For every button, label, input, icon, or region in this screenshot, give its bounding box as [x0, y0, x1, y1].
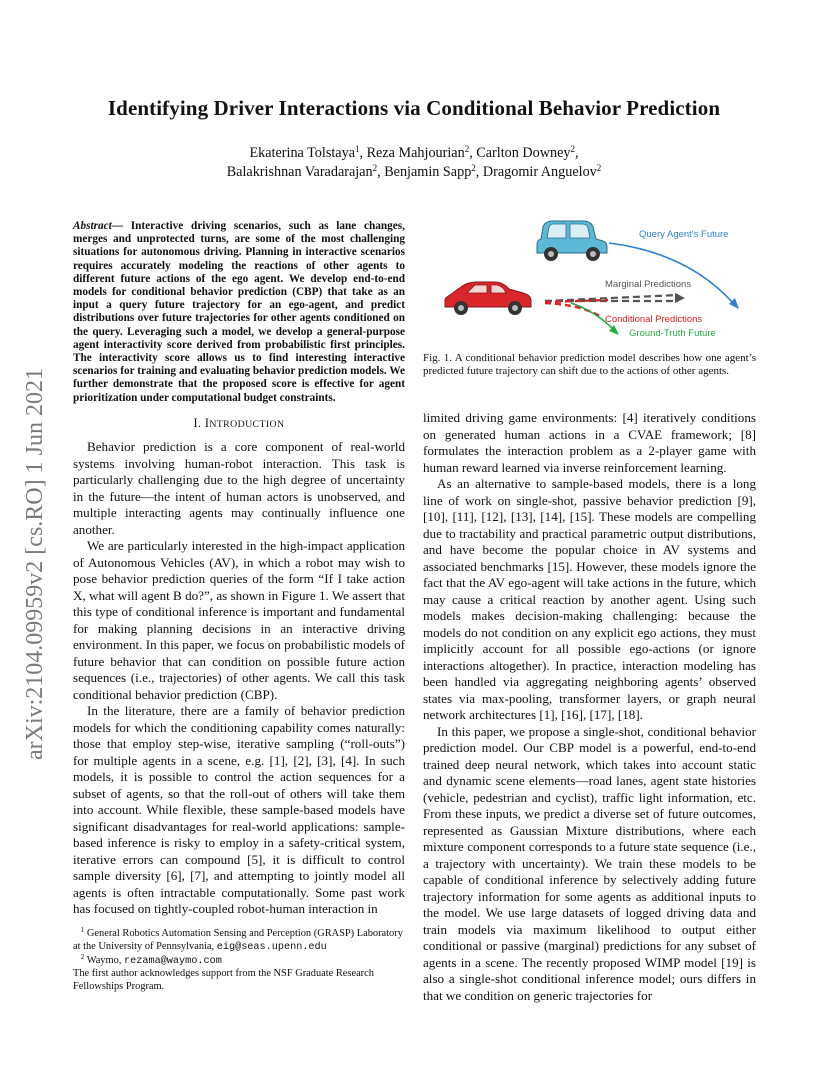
author-list: [0, 144, 828, 182]
footnote-email[interactable]: rezama@waymo.com: [124, 955, 222, 967]
affiliation-mark: 2: [570, 144, 575, 154]
affiliation-mark: 2: [372, 163, 378, 173]
affiliation-mark: 2: [464, 144, 470, 154]
footnotes: [73, 928, 409, 994]
footnote-2: [73, 952, 409, 969]
body-paragraph: In this paper, we propose a single-shot, conditional behavior prediction model. Our CBP model is a powerful, end-to-end trained deep neural network, which takes into account static and dynamic scene elements—road lanes, agent state histories (vehicle, pedestrian and cyclist), traffic light information, etc. From these inputs, we predict a diverse set of future outcomes, represented as Gaussian Mixture distributions, where each mixture component corresponds to a future state sequence (i.e., a trajectory with uncertainty). We train these models to be capable of conditional inference by selectively adding future trajectory information for some agents as additional inputs to the model. We use large datasets of logged driving data and train models via maximum likelihood to output either conditional or passive (marginal) predictions for any subset of agents in a scene. The recently proposed WIMP model [19] is also a single-shot conditional inference model; ours differs in that we condition on generic trajectories for: [423, 723, 756, 1003]
author-name: Benjamin Sapp: [384, 164, 472, 180]
left-column: [73, 220, 405, 918]
author-name: Balakrishnan Varadarajan: [226, 164, 373, 180]
acknowledgement: The first author acknowledges support from the NSF Graduate Research Fellowships Program.: [73, 968, 374, 993]
conditional-prediction-path: [545, 303, 601, 317]
author-name: Dragomir Anguelov: [482, 164, 597, 180]
footnote-mark: 1: [80, 926, 85, 934]
author-name: Ekaterina Tolstaya: [249, 145, 355, 161]
query-future-path: [609, 243, 733, 303]
conditional-prediction-label: Conditional Predictions: [605, 314, 703, 325]
arxiv-identifier-text: arXiv:2104.09959v2 [cs.RO] 1 Jun 2021: [22, 368, 48, 760]
section-title-rest: NTRODUCTION: [209, 418, 285, 430]
affiliation-mark: 2: [471, 163, 476, 173]
footnote-email[interactable]: eig@seas.upenn.edu: [216, 941, 327, 953]
affiliation-mark: 1: [355, 144, 360, 154]
abstract-text: — Interactive driving scenarios, such as lane changes, merges and unprotected turns, are some of the most challenging situations for autonomous driving. Planning in interactive scenarios requires accurately modeling the reactions of other agents to different future actions of the ego agent. We develop end-to-end models for conditional behavior prediction (CBP) that take as an input a query future trajectory for an ego-agent, and predict distributions over future trajectories for other agents conditioned on the query. Leveraging such a model, we develop a general-purpose agent interactivity score derived from probabilistic first principles. The interactivity score allows us to find interesting interactive scenarios for training and evaluating behavior prediction models. We further demonstrate that the proposed score is effective for agent prioritization under computational budget constraints.: [73, 220, 405, 404]
body-paragraph: In the literature, there are a family of behavior prediction models for which the conditioning capability comes naturally: those that employ step-wise, iterative sampling (“roll-outs”) for multiple agents in a scene, e.g. [1], [2], [3], [4]. In such models, it is possible to control the action sequences for a subset of agents, so that the roll-out of others will take them into account. While flexible, these sample-based models have significant disadvantages for real-world applications: sample-based inference is risky to employ in a safety-critical system, iterative errors can compound [5], it is difficult to control sample diversity [6], [7], and attempting to jointly model all agents is often intractable computationally. Some past work has focused on tightly-coupled robot-human interaction in: [73, 703, 405, 917]
figure-1-caption: Fig. 1. A conditional behavior prediction model describes how one agent’s predicted future trajectory can shift due to the actions of other agents.: [423, 352, 756, 378]
body-paragraph: limited driving game environments: [4] iteratively conditions on generated human actions in a CVAE framework; [8] formulates the interaction problem as a 2-player game with human reward learned via inverse reinforcement learning.: [423, 410, 756, 475]
paper-title: Identifying Driver Interactions via Conditional Behavior Prediction: [107, 96, 721, 120]
section-title-initial: I: [204, 415, 210, 430]
footnote-1: [73, 928, 409, 955]
conditional-prediction-path: [545, 300, 608, 302]
footnote-mark: 2: [80, 952, 85, 961]
body-paragraph: As an alternative to sample-based models, there is a long line of work on single-shot, passive behavior prediction [9], [10], [11], [12], [13], [14], [15]. These models are compelling due to tractability and practical parametric output distributions, and have become the popular choice in AV systems and associated benchmarks [15]. However, these models ignore the fact that the AV ego-agent will take actions in the future, which may cause a critical reaction by another agent. Using such models makes decision-making challenging: because the models do not condition on any explicit ego actions, they must implicitly account for all possible ego-actions (or ignore interactions altogether). In practice, interaction modeling has been handled via aggregating neighboring agents’ observed states via max-pooling, transformer layers, or graph neural network architectures [1], [16], [17], [18].: [423, 476, 756, 722]
ego-car-icon: [445, 282, 531, 315]
body-paragraph: We are particularly interested in the high-impact application of Autonomous Vehicles (AV), in which a robot may wish to pose behavior prediction queries of the form “If I take action X, what will agent B do?”, as shown in Figure 1. We assert that this type of conditional inference is important and fundamental for making planning decisions in an interactive driving environment. In this paper, we focus on probabilistic models of future behavior that can condition on possible future action sequences (i.e., trajectories) of other agents. We call this task conditional behavior prediction (CBP).: [73, 538, 405, 702]
right-column: [423, 410, 756, 1004]
footnote-text: Waymo,: [86, 954, 122, 966]
affiliation-mark: 2: [596, 163, 602, 173]
query-future-label: Query Agent's Future: [639, 229, 729, 240]
abstract: [73, 220, 405, 405]
marginal-prediction-label: Marginal Predictions: [605, 279, 692, 290]
figure-1-illustration: [433, 205, 753, 345]
section-heading-introduction: [73, 415, 405, 434]
query-car-icon: [537, 221, 607, 261]
author-line-1: Ekaterina Tolstaya$^1$, Reza Mahjourian$^2$, Carlton Downey$^2$,: [249, 144, 579, 161]
author-name: Reza Mahjourian: [366, 145, 465, 161]
arxiv-identifier-stamp: [6, 300, 56, 760]
ground-truth-label: Ground-Truth Future: [629, 328, 716, 339]
marginal-prediction-arrowhead: [675, 293, 685, 303]
figure-1: [433, 205, 753, 345]
author-line-2: Balakrishnan Varadarajan$^2$, Benjamin Sapp$^2$, Dragomir Anguelov$^2$: [226, 163, 602, 180]
footnote-text: General Robotics Automation Sensing and Perception (GRASP) Laboratory at the University of Pennsylvania,: [73, 928, 403, 952]
section-number: I.: [193, 415, 202, 430]
author-name: Carlton Downey: [476, 145, 571, 161]
body-paragraph: Behavior prediction is a core component of real-world systems involving human-robot interaction. This task is particularly challenging due to the high degree of uncertainty in the future—the intent of human actors is unobserved, and multiple interacting agents may continually influence one another.: [73, 439, 405, 537]
abstract-lead: Abstract: [73, 220, 112, 232]
